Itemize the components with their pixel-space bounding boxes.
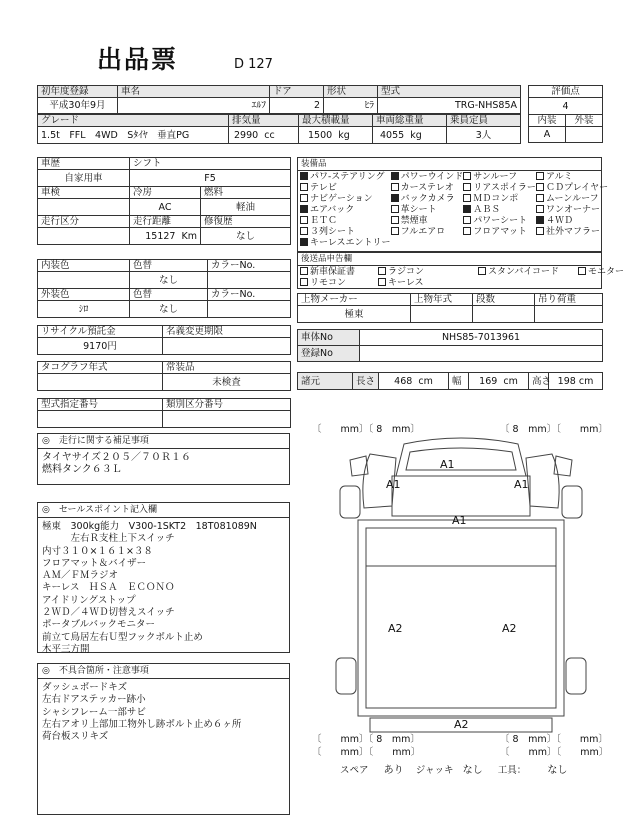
- equipment-item: [300, 183, 391, 194]
- equipment-item: [536, 227, 608, 238]
- docs-title: 後送品申告欄: [298, 253, 601, 266]
- equipment-item-label: 革シート: [400, 205, 437, 215]
- checked-box-icon: [463, 205, 471, 213]
- jack: なし: [462, 765, 483, 776]
- modelno-table: [37, 398, 291, 428]
- lot-number: D 127: [234, 57, 273, 72]
- unchecked-box-icon: [536, 194, 544, 202]
- tools: なし: [547, 765, 568, 776]
- equipment-item-label: エアバック: [310, 205, 355, 215]
- gross-weight-label: 車両総重量: [373, 115, 447, 127]
- grade-label: グレード: [38, 115, 229, 127]
- unchecked-box-icon: [536, 227, 544, 235]
- damage-mark: A1: [440, 458, 455, 471]
- checked-box-icon: [300, 205, 308, 213]
- exterior-label: 外装: [566, 115, 603, 127]
- equipment-item: [463, 205, 536, 216]
- ac-label: 冷房: [130, 187, 201, 199]
- sales-notes-title: ◎ セールスポイント記入欄: [38, 503, 289, 518]
- unchecked-box-icon: [578, 267, 586, 275]
- equipment-item: [391, 227, 464, 238]
- equipment-item: [463, 227, 536, 238]
- first-reg-label: 初年度登録: [38, 86, 118, 98]
- equipment-item-label: ラジコン: [388, 267, 425, 277]
- vehicle-diagram: [330, 436, 592, 738]
- page-title: 出品票: [97, 45, 179, 74]
- mileage-unit: Km: [181, 230, 197, 242]
- tools-label: 工具：: [497, 765, 527, 776]
- equipment-item: [536, 194, 608, 205]
- unchecked-box-icon: [300, 183, 308, 191]
- equipment-item-label: サンルーフ: [473, 172, 518, 182]
- checked-box-icon: [536, 216, 544, 224]
- jack-label: ジャッキ: [415, 765, 454, 776]
- equipment-item-label: 禁煙車: [400, 216, 428, 226]
- tire-depth-rear-right-1: 〔 8 mm〕〔 mm〕: [500, 734, 608, 745]
- docs-box: [297, 252, 625, 289]
- vehicle-label: 車検: [38, 187, 130, 199]
- interior-label: 内装: [529, 115, 566, 127]
- tire-depth-front-right: 〔 8 mm〕〔 mm〕: [500, 424, 608, 435]
- doors: 2: [270, 98, 324, 114]
- year-label: 上物年式: [411, 294, 473, 306]
- equipment-item: [300, 238, 391, 249]
- class-no-label: 類別区分番号: [163, 399, 291, 411]
- rear-left-wheel: [336, 658, 356, 694]
- model-no: [38, 411, 163, 428]
- checked-box-icon: [300, 172, 308, 180]
- equipment-item-label: アルミ: [545, 172, 573, 182]
- equipment-item-label: バックカメラ: [400, 194, 455, 204]
- length-unit: cm: [418, 375, 433, 387]
- max-load-unit: kg: [338, 129, 350, 141]
- steps: [473, 306, 535, 323]
- checked-box-icon: [391, 194, 399, 202]
- equipment-item-label: パワーシート: [473, 216, 528, 226]
- equip: 未検査: [163, 374, 291, 391]
- shift-label: シフト: [130, 158, 291, 170]
- equipment-item-label: フロアマット: [473, 227, 527, 237]
- interior-score: A: [529, 127, 566, 143]
- ext-colorname: なし: [130, 301, 208, 318]
- max-load-label: 最大積載量: [299, 115, 373, 127]
- equipment-item-label: キーレスエントリー: [310, 238, 391, 248]
- max-load: 1500: [308, 129, 333, 141]
- recycle-unit: 円: [107, 340, 117, 352]
- equipment-item-label: ＡＢＳ: [473, 205, 501, 215]
- driving-notes-box: [37, 433, 290, 485]
- shift: F5: [130, 170, 291, 187]
- equipment-item: [300, 172, 391, 183]
- equipment-item-label: カーステレオ: [400, 183, 454, 193]
- vehicle-info-table: [37, 85, 521, 114]
- unchecked-box-icon: [478, 267, 486, 275]
- capacity-label: 乗員定員: [447, 115, 521, 127]
- displacement-label: 排気量: [229, 115, 299, 127]
- sales-notes-text: 極東 300kg能力 V300-1SKT2 18T081089N 左右Ｒ支柱上下スイッチ 内寸３１０×１６１×３８ フロアマット＆バイザー ＡＭ／ＦＭラジオ キーレス ＨＳＡ ＥＣＯＮＯ アイドリングストップ ２ＷＤ／４ＷＤ切替えスイッチ ポータブルバックモニター 前立て鳥居左右Ｕ型フックボルト止め 木平三方開: [42, 521, 257, 655]
- defect-notes-title: ◎ 不具合箇所・注意事項: [38, 664, 289, 679]
- rear-right-wheel: [566, 658, 586, 694]
- first-reg: 平成30年9月: [38, 98, 118, 114]
- unchecked-box-icon: [463, 216, 471, 224]
- shape: ﾋﾗ: [324, 98, 378, 114]
- dims-table: [297, 372, 603, 390]
- driving-notes-title: ◎ 走行に関する補足事項: [38, 434, 289, 449]
- vehicle-type: TRG-NHS85A: [378, 98, 521, 114]
- unchecked-box-icon: [536, 205, 544, 213]
- equipment-item: [300, 216, 391, 227]
- crane: [535, 306, 603, 323]
- equipment-item-label: パワ-ステアリング: [310, 172, 385, 182]
- model-name: ｴﾙﾌ: [118, 98, 270, 114]
- vehicle: [38, 199, 130, 216]
- ext-colorno-label: カラーNo.: [208, 289, 291, 301]
- cargo-bed: [358, 520, 564, 716]
- tacho: [38, 374, 163, 391]
- equipment-item: [536, 205, 608, 216]
- exterior-score: [566, 127, 603, 143]
- displacement: 2990: [234, 129, 259, 141]
- equipment-item: [463, 172, 536, 183]
- mileage-label: 走行距離: [130, 216, 201, 228]
- checked-box-icon: [391, 172, 399, 180]
- right-door-outline: [526, 454, 559, 508]
- unchecked-box-icon: [378, 278, 386, 286]
- ext-colorno: [208, 301, 291, 318]
- tacho-table: [37, 361, 291, 391]
- driving-notes-text: タイヤサイズ２０５／７０Ｒ１６ 燃料タンク６３Ｌ: [42, 452, 191, 476]
- recycle-label: リサイクル預託金: [38, 326, 163, 338]
- equipment-item: [391, 205, 464, 216]
- displacement-unit: cc: [264, 129, 275, 141]
- gross-weight: 4055: [380, 129, 405, 141]
- score-table: [528, 85, 603, 143]
- damage-mark: A1: [386, 478, 401, 491]
- equipment-item-label: リアスポイラー: [473, 183, 536, 193]
- unchecked-box-icon: [536, 183, 544, 191]
- recycle-table: [37, 325, 291, 355]
- unchecked-box-icon: [391, 205, 399, 213]
- repair-label: 修復歴: [201, 216, 291, 228]
- spare: あり: [383, 765, 404, 776]
- equipment-item-label: モニター: [588, 267, 625, 277]
- unchecked-box-icon: [463, 227, 471, 235]
- length: 468: [394, 375, 413, 387]
- unchecked-box-icon: [463, 194, 471, 202]
- defect-notes-text: ダッシュボードキズ 左右ドアステッカー跡小 シャシフレーム一部サビ 左右アオリ上部加工物外し跡ボルト止め６ヶ所 荷台板スリキズ: [42, 682, 242, 743]
- unchecked-box-icon: [463, 172, 471, 180]
- cargo-bed-inner: [366, 528, 556, 708]
- equipment-item: [463, 194, 536, 205]
- cab-windshield: [406, 448, 516, 470]
- history-label: 車歴: [38, 158, 130, 170]
- equipment-box: [297, 157, 609, 252]
- width-unit: cm: [503, 375, 518, 387]
- equipment-item-label: スタンバイコード: [488, 267, 560, 277]
- damage-mark: A2: [388, 622, 403, 635]
- damage-mark: A2: [454, 718, 469, 731]
- equipment-item: [391, 183, 464, 194]
- model-name-label: 車名: [118, 86, 270, 98]
- front-right-wheel: [562, 486, 582, 518]
- equipment-item-label: パワーウインド: [400, 172, 464, 182]
- reg-number: [360, 346, 603, 362]
- drive: [38, 228, 130, 245]
- history: 自家用車: [38, 170, 130, 187]
- unchecked-box-icon: [300, 216, 308, 224]
- equipment-item-label: ３列シート: [310, 227, 356, 237]
- maker: 極東: [298, 306, 411, 323]
- equipment-item-label: ＭＤコンポ: [473, 194, 519, 204]
- tire-depth-rear-left-1: 〔 mm〕〔 8 mm〕: [312, 734, 420, 745]
- repair: なし: [201, 228, 291, 245]
- mileage: 15127: [145, 230, 176, 242]
- equipment-item-label: テレビ: [310, 183, 337, 193]
- equipment-item-label: ＥＴＣ: [310, 216, 338, 226]
- equipment-item-label: ムーンルーフ: [545, 194, 599, 204]
- color-table: [37, 259, 291, 318]
- equipment-item: [300, 194, 391, 205]
- tire-depth-front-left: 〔 mm〕〔 8 mm〕: [312, 424, 420, 435]
- grade: 1.5t FFL 4WD Sﾀｲﾔ 垂直PG: [38, 127, 229, 144]
- equipment-item: [463, 183, 536, 194]
- reg-label: 登録No: [298, 346, 360, 362]
- int-color-label: 内装色: [38, 260, 130, 272]
- unchecked-box-icon: [391, 227, 399, 235]
- equipment-item: [478, 267, 578, 278]
- gross-weight-unit: kg: [410, 129, 422, 141]
- equipment-item: [578, 267, 624, 278]
- equipment-title: 装備品: [298, 158, 601, 171]
- damage-mark: A1: [452, 514, 467, 527]
- score-value: 4: [529, 98, 603, 115]
- int-colorname-label: 色替: [130, 260, 208, 272]
- tire-depth-rear-right-2: 〔 mm〕〔 mm〕: [500, 747, 609, 758]
- equipment-item: [463, 216, 536, 227]
- front-left-wheel: [340, 486, 360, 518]
- equip-label: 常装品: [163, 362, 291, 374]
- spare-label: スペア: [340, 765, 369, 776]
- ac: AC: [130, 199, 201, 216]
- history-table: [37, 157, 291, 245]
- equipment-item: [300, 278, 378, 289]
- unchecked-box-icon: [300, 227, 308, 235]
- crane-label: 吊り荷重: [535, 294, 603, 306]
- equipment-item: [391, 194, 464, 205]
- ext-colorname-label: 色替: [130, 289, 208, 301]
- equipment-item: [300, 267, 378, 278]
- year: [411, 306, 473, 323]
- steps-label: 段数: [473, 294, 535, 306]
- vehicle-spec-table: [37, 114, 521, 144]
- equipment-item: [378, 278, 478, 289]
- int-colorno-label: カラーNo.: [208, 260, 291, 272]
- int-colorno: [208, 272, 291, 289]
- equipment-item-label: 社外マフラー: [545, 227, 600, 237]
- maker-label: 上物メーカー: [298, 294, 411, 306]
- equipment-item-label: ＣＤプレイヤー: [545, 183, 609, 193]
- shape-label: 形状: [324, 86, 378, 98]
- damage-mark: A1: [514, 478, 529, 491]
- damage-mark: A2: [502, 622, 517, 635]
- width: 169: [479, 375, 498, 387]
- equipment-item: [536, 183, 608, 194]
- int-color: [38, 272, 130, 289]
- unchecked-box-icon: [391, 183, 399, 191]
- fuel-label: 燃料: [201, 187, 291, 199]
- ext-color-label: 外装色: [38, 289, 130, 301]
- equipment-item: [391, 172, 464, 183]
- unchecked-box-icon: [300, 194, 308, 202]
- unchecked-box-icon: [391, 216, 399, 224]
- unchecked-box-icon: [536, 172, 544, 180]
- equipment-item: [391, 216, 464, 227]
- chassis-label: 車体No: [298, 330, 360, 346]
- equipment-item-label: ４ＷＤ: [545, 216, 573, 226]
- equipment-grid: [298, 171, 609, 250]
- ext-color: ｼﾛ: [38, 301, 130, 318]
- equipment-item: [300, 227, 391, 238]
- equipment-item-label: リモコン: [310, 278, 347, 288]
- model-no-label: 型式指定番号: [38, 399, 163, 411]
- equipment-item: [536, 172, 608, 183]
- doors-label: ドア: [270, 86, 324, 98]
- height: 198: [557, 375, 576, 387]
- type-label: 型式: [378, 86, 521, 98]
- unchecked-box-icon: [300, 267, 308, 275]
- equipment-item-label: 新車保証書: [310, 267, 356, 277]
- name-change-label: 名義変更期限: [163, 326, 291, 338]
- score-label: 評価点: [529, 86, 603, 98]
- docs-grid: [298, 266, 625, 290]
- tacho-label: タコグラフ年式: [38, 362, 163, 374]
- height-unit: cm: [578, 375, 594, 387]
- recycle: 9170: [83, 340, 108, 352]
- defect-notes-box: [37, 663, 290, 815]
- cab-body: [392, 476, 530, 516]
- tire-depth-rear-left-2: 〔 mm〕〔 mm〕: [312, 747, 421, 758]
- height-label: 高さ: [529, 373, 549, 390]
- equipment-item: [536, 216, 608, 227]
- capacity: 3人: [447, 127, 521, 144]
- equipment-item-label: ワンオーナー: [545, 205, 600, 215]
- width-label: 幅: [449, 373, 469, 390]
- name-change: [163, 338, 291, 355]
- equipment-item: [300, 205, 391, 216]
- equipment-item-label: フルエアロ: [400, 227, 446, 237]
- equipment-item-label: ナビゲーション: [310, 194, 373, 204]
- length-label: 長さ: [353, 373, 379, 390]
- unchecked-box-icon: [300, 278, 308, 286]
- unchecked-box-icon: [463, 183, 471, 191]
- accessories-row: [340, 761, 567, 776]
- checked-box-icon: [300, 238, 308, 246]
- chassis-table: [297, 329, 603, 362]
- body-table: [297, 293, 603, 323]
- equipment-item: [378, 267, 478, 278]
- chassis-number: NHS85-7013961: [360, 330, 603, 346]
- fuel: 軽油: [201, 199, 291, 216]
- equipment-item-label: キーレス: [388, 278, 424, 288]
- sales-notes-box: [37, 502, 290, 653]
- unchecked-box-icon: [378, 267, 386, 275]
- drive-label: 走行区分: [38, 216, 130, 228]
- dims-label: 諸元: [298, 373, 353, 390]
- class-no: [163, 411, 291, 428]
- int-colorname: なし: [130, 272, 208, 289]
